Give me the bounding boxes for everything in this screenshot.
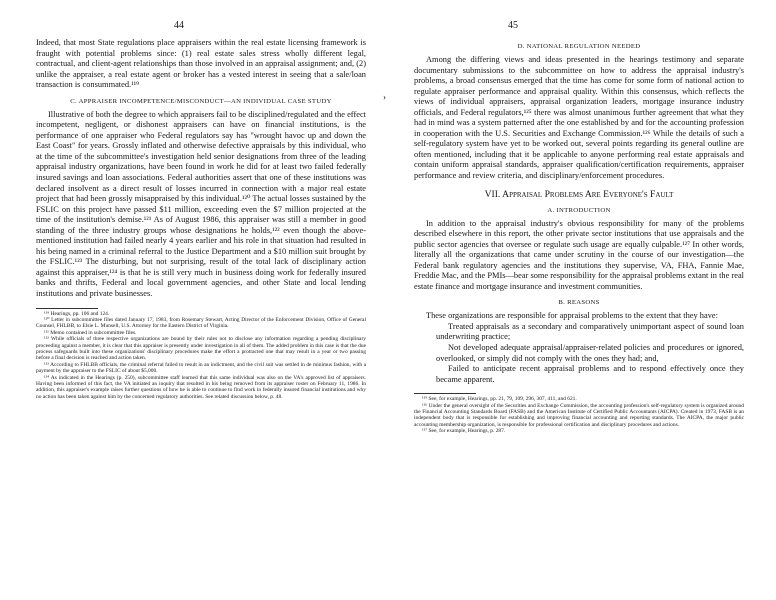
section-heading: D. NATIONAL REGULATION NEEDED [517,43,641,50]
footnote: ¹²³ According to FHLBB officials, the criminal referral failed to result in an indictment, and the civil suit was settled in de minimus fashion, with a payment by the appraiser to the FSLIC of about $5,000. [36,361,366,375]
section-heading: A. INTRODUCTION [547,206,611,214]
left-text-column [36,38,366,400]
list-item: Treated appraisals as a secondary and comparatively unimportant aspect of sound loan underwriting practice; [436,321,744,342]
section-heading: B. REASONS [558,299,600,307]
footnote: ¹²⁵ See, for example, Hearings, pp. 21, 79, 109, 296, 307, 411, and 621. [422,396,577,403]
page-number: 44 [174,20,184,31]
right-text-column [414,38,744,435]
section-heading: C. APPRAISER INCOMPETENCE/MISCONDUCT—AN INDIVIDUAL CASE STUDY [70,97,332,105]
left-page [0,0,386,600]
page-number: 45 [508,20,518,31]
paragraph: In addition to the appraisal industry's obvious responsibility for many of the problems described elsewhere in this report, the other private sector institutions that use appraisals and the public sector agencies that oversee or regulate such usage are equally culpable.¹²⁷ In other words, literally all the organizations that came under scrutiny in the course of our investigation—the Federal bank regulatory agencies and the institutions they supervise, VA, FHA, Fannie Mae, Freddie Mac, and the PMIs—bear some responsibility for the appraisal problems extant in the real estate finance and mortgage insurance and investment communities. [414,218,744,291]
footnote-divider [414,393,476,394]
footnote: ¹²⁷ See, for example, Hearings, p. 287. [422,428,506,435]
paragraph: These organizations are responsible for appraisal problems to the extent that they have: [426,311,718,321]
list-item: Failed to anticipate recent appraisal problems and to respond effectively once they became apparent. [436,364,744,384]
right-page [390,0,776,600]
footnote: ¹¹⁹ Hearings, pp. 106 and 124. [44,310,110,317]
footnote: ¹²⁰ Letter in subcommittee files dated January 17, 1983, from Rosemary Stewart, Acting Director of the Enforcement Division, Office of General Counsel, FHLBB, to Elsie L. Munsell, U.S. Attorney for the Eastern District of Virginia. [36,316,366,330]
paragraph: Among the differing views and ideas presented in the hearings testimony and separate documentary submissions to the subcommittee on how to address the appraisal industry's problems, a broad consensus emerged that the time has come for some form of national action to regulate appraiser performance and appraisal quality. Within this consensus, which reflects the views of individual appraisers, appraisal organization leaders, mortgage insurance industry officials, and Federal regulators,¹²⁵ there was almost unanimous further agreement that what they had in mind was a system patterned after the one established by and for the accounting profession in cooperation with the U.S. Securities and Exchange Commission.¹²⁶ While the details of such a self-regulatory system have yet to be worked out, several points regarding its general outline are often mentioned, including that it be applicable to anyone performing real estate appraisals and contain uniform appraisal standards, appraiser qualification/certification requirements, appraiser performance and review criteria, and disciplinary/enforcement procedures. [414,55,744,181]
paragraph: Indeed, that most State regulations place appraisers within the real estate licensing framework is fraught with potential problems since: (1) real estate sales stress wholly different legal, contractual, and client-agent relationships than those involved in an appraisal assignment; and, (2) unlike the appraiser, a real estate agent or broker has a vested interest in seeing that a sale/loan transaction is consummated.¹¹⁹ [36,38,366,90]
footnote: ¹²² While officials of three respective organizations are bound by their rules not to disclose any information regarding a pending disciplinary proceeding against a member, it is clear that this appraiser is presently under investigation in all of them. The added problem in this case is that the due process safeguards built into these organizations' disciplinary procedures make the effort a protracted one that may result in a year or two passing before a final decision is reached and action taken. [36,336,366,362]
paragraph: Illustrative of both the degree to which appraisers fail to be disciplined/regulated and the effect incompetent, negligent, or dishonest appraisers can have on financial institutions, is the performance of one appraiser who Federal regulators say has "wrought havoc up and down the East Coast" for years. Grossly inflated and otherwise defective appraisals by this individual, who at the time of the subcommittee's investigation held senior designations from three of the leading appraisal industry organizations, have been found in work he did for at least two failed federally insured savings and loan associations. Federal authorities assert that one of these institutions was declared insolvent as a direct result of losses incurred in connection with a major real estate project that had been grossly misappraised by this individual.¹²⁰ The actual losses sustained by the FSLIC on this project have passed $11 million, exceeding even the $7 million projected at the time of the institution's demise.¹²¹ As of August 1986, this appraiser was still a member in good standing of the three industry groups whose designations he holds,¹²² even though the above-mentioned institution had failed nearly 4 years earlier and his role in that situation had resulted in his being named in a criminal referral to the Justice Department and a $10 million suit brought by the FSLIC.¹²³ The disturbing, but not surprising, result of the total lack of disciplinary action against this appraiser,¹²⁴ is that he is still very much in business doing work for federally insured banks and thrifts, Federal and local government agencies, and other State and local lending institutions and private businesses. [36,109,366,299]
footnote: ¹²⁴ As indicated in the Hearings (p. 250), subcommittee staff learned that this same individual was also on the VA's approved list of appraisers. Having been informed of this fact, the VA initiated an inquiry that resulted in his being removed from its appraiser roster on February 11, 1986. In addition, this appraiser's example raises further questions of how he is able to continue to find work in federally insured financial institutions and why no action has been taken against him by the concerned regulatory authorities. See related discussion below, p. 48. [36,374,366,400]
chapter-title: VII. Appraisal Problems Are Everyone's Fault [484,188,674,200]
list-item: Not developed adequate appraisal/appraiser-related policies and procedures or ignored, overlooked, or simply did not comply with the ones they had; and, [436,343,744,363]
page-edge-mark: › [383,92,386,102]
footnote: ¹²¹ Memo contained in subcommittee files. [44,329,137,336]
footnote-divider [36,308,98,309]
footnote: ¹²⁶ Under the general oversight of the Securities and Exchange Commission, the accounting profession's self-regulatory system is organized around the Financial Accounting Standards Board (FASB) and the American Institute of Certified Public Accountants (AICPA). Created in 1973, FASB is an independent body that is responsible for establishing and improving financial accounting and reporting standards. The AICPA, the major public accounting membership organization, is responsible for professional certification and disciplinary procedures and actions. [414,402,744,428]
